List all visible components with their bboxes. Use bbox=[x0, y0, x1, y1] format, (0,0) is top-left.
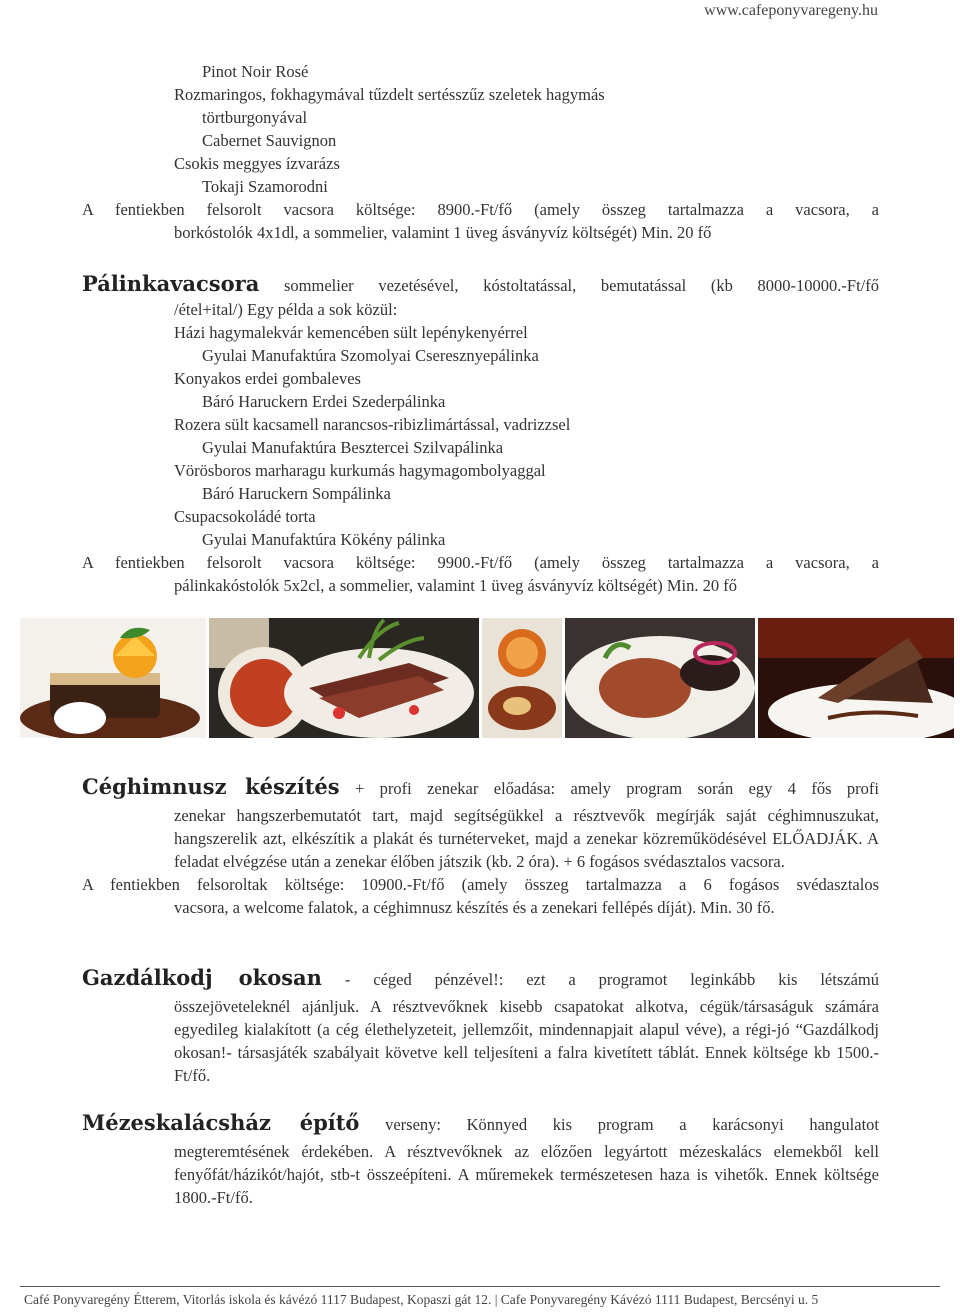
gazdalkodj-text: összejöveteleknél ajánljuk. A résztvevőknek kisebb csapatokat alkotva, cégük/társaságuk számára egyedileg kialakított (a cég élethelyzeteit, jellemzőit, mindennapjait alapul véve), a régi-jó “Gazdálkodj okosan!- társasjáték szabályait követve kell teljesíteni a falra kivetített táblát. Ennek költsége kb 1500.-Ft/fő. bbox=[174, 997, 879, 1085]
ceghimnusz-text: zenekar hangszerbemutatót tart, majd segítségükkel a résztvevők megírják saját céghimnuszukat, hangszerelik azt, elkészítik a plakát és turnéterveket, majd a zenekar közreműködésével ELŐADJÁK. A feladat elvégzése után a zenekar élőben játszik (kb. 2 óra). + 6 fogásos svédasztalos vacsora. bbox=[174, 806, 879, 871]
menu-line: Pinot Noir Rosé bbox=[202, 62, 309, 81]
chocolate-cake-photo bbox=[758, 618, 954, 738]
palinka-title: Pálinkavacsora bbox=[82, 271, 260, 296]
menu-line: Csokis meggyes ízvarázs bbox=[174, 154, 340, 173]
ceghimnusz-title: Céghimnusz készítés bbox=[82, 774, 340, 799]
section-mezeskalacs bbox=[82, 1108, 879, 1209]
menu-line: Rozera sült kacsamell narancsos-ribizlimártással, vadrizzsel bbox=[174, 415, 571, 434]
website-url: www.cafeponyvaregeny.hu bbox=[704, 2, 878, 19]
menu-line: Házi hagymalekvár kemencében sült lepénykenyérrel bbox=[174, 323, 528, 342]
roast-vegetables-photo bbox=[482, 618, 562, 738]
mezeskalacs-title: Mézeskalácsház építő bbox=[82, 1110, 360, 1135]
wine-cost-line: borkóstolók 4x1dl, a sommelier, valamint 1 üveg ásványvíz költségét) Min. 20 fő bbox=[174, 223, 712, 242]
menu-line: Báró Haruckern Sompálinka bbox=[202, 484, 391, 503]
ceghimnusz-cost-cont: vacsora, a welcome falatok, a céghimnusz készítés és a zenekari fellépés díját). Min. 30 fő. bbox=[174, 898, 775, 917]
menu-line: Gyulai Manufaktúra Szomolyai Cseresznyepálinka bbox=[202, 346, 539, 365]
palinka-intro-cont: /étel+ital/) Egy példa a sok közül: bbox=[174, 300, 398, 319]
food-photo-strip bbox=[20, 618, 954, 738]
section-ceghimnusz bbox=[82, 772, 879, 919]
menu-line: Csupacsokoládé torta bbox=[174, 507, 316, 526]
dessert-photo bbox=[20, 618, 206, 738]
palinka-intro-text: sommelier vezetésével, kóstoltatással, bemutatással (kb 8000-10000.-Ft/fő bbox=[284, 276, 879, 295]
menu-line: Rozmaringos, fokhagymával tűzdelt sertésszűz szeletek hagymás bbox=[174, 85, 605, 104]
mezeskalacs-first-line: verseny: Könnyed kis program a karácsonyi hangulatot bbox=[385, 1115, 879, 1134]
ceghimnusz-cost: A fentiekben felsoroltak költsége: 10900.-Ft/fő (amely összeg tartalmazza a 6 fogásos svédasztalos bbox=[82, 875, 879, 894]
menu-line: Konyakos erdei gombaleves bbox=[174, 369, 361, 388]
soup-and-salad-photo bbox=[209, 618, 479, 738]
meat-plate-photo bbox=[565, 618, 755, 738]
gazdalkodj-title: Gazdálkodj okosan bbox=[82, 965, 322, 990]
palinka-intro bbox=[82, 270, 879, 300]
mezeskalacs-text: megteremtésének érdekében. A résztvevőknek az előzően legyártott mézeskalács elemekből kell fenyőfát/házikót/hajót, stb-t összeépíteni. A műremekek természetesen haza is vihetők. Ennek költsége 1800.-Ft/fő. bbox=[174, 1142, 879, 1207]
ceghimnusz-first-line: + profi zenekar előadása: amely program során egy 4 fős profi bbox=[354, 779, 879, 798]
palinka-cost-line: A fentiekben felsorolt vacsora költsége: 9900.-Ft/fő (amely összeg tartalmazza a vacsora, a bbox=[82, 553, 879, 572]
menu-line: Báró Haruckern Erdei Szederpálinka bbox=[202, 392, 446, 411]
menu-line: Vörösboros marharagu kurkumás hagymagombolyaggal bbox=[174, 461, 546, 480]
footer-divider bbox=[20, 1286, 940, 1287]
menu-line: Gyulai Manufaktúra Kökény pálinka bbox=[202, 530, 446, 549]
footer-address: Café Ponyvaregény Étterem, Vitorlás iskola és kávézó 1117 Budapest, Kopaszi gát 12. | Cafe Ponyvaregény Kávézó 1111 Budapest, Bercsényi u. 5 bbox=[24, 1292, 819, 1307]
palinka-cost-line: pálinkakóstolók 5x2cl, a sommelier, valamint 1 üveg ásványvíz költségét) Min. 20 fő bbox=[174, 576, 737, 595]
menu-line: Gyulai Manufaktúra Besztercei Szilvapálinka bbox=[202, 438, 504, 457]
wine-cost-line: A fentiekben felsorolt vacsora költsége: 8900.-Ft/fő (amely összeg tartalmazza a vacsora, a bbox=[82, 200, 879, 219]
section-gazdalkodj bbox=[82, 963, 879, 1087]
gazdalkodj-first-line: - céged pénzével!: ezt a programot leginkább kis létszámú bbox=[344, 970, 879, 989]
menu-line: törtburgonyával bbox=[202, 108, 308, 127]
menu-line: Tokaji Szamorodni bbox=[202, 177, 328, 196]
menu-line: Cabernet Sauvignon bbox=[202, 131, 337, 150]
